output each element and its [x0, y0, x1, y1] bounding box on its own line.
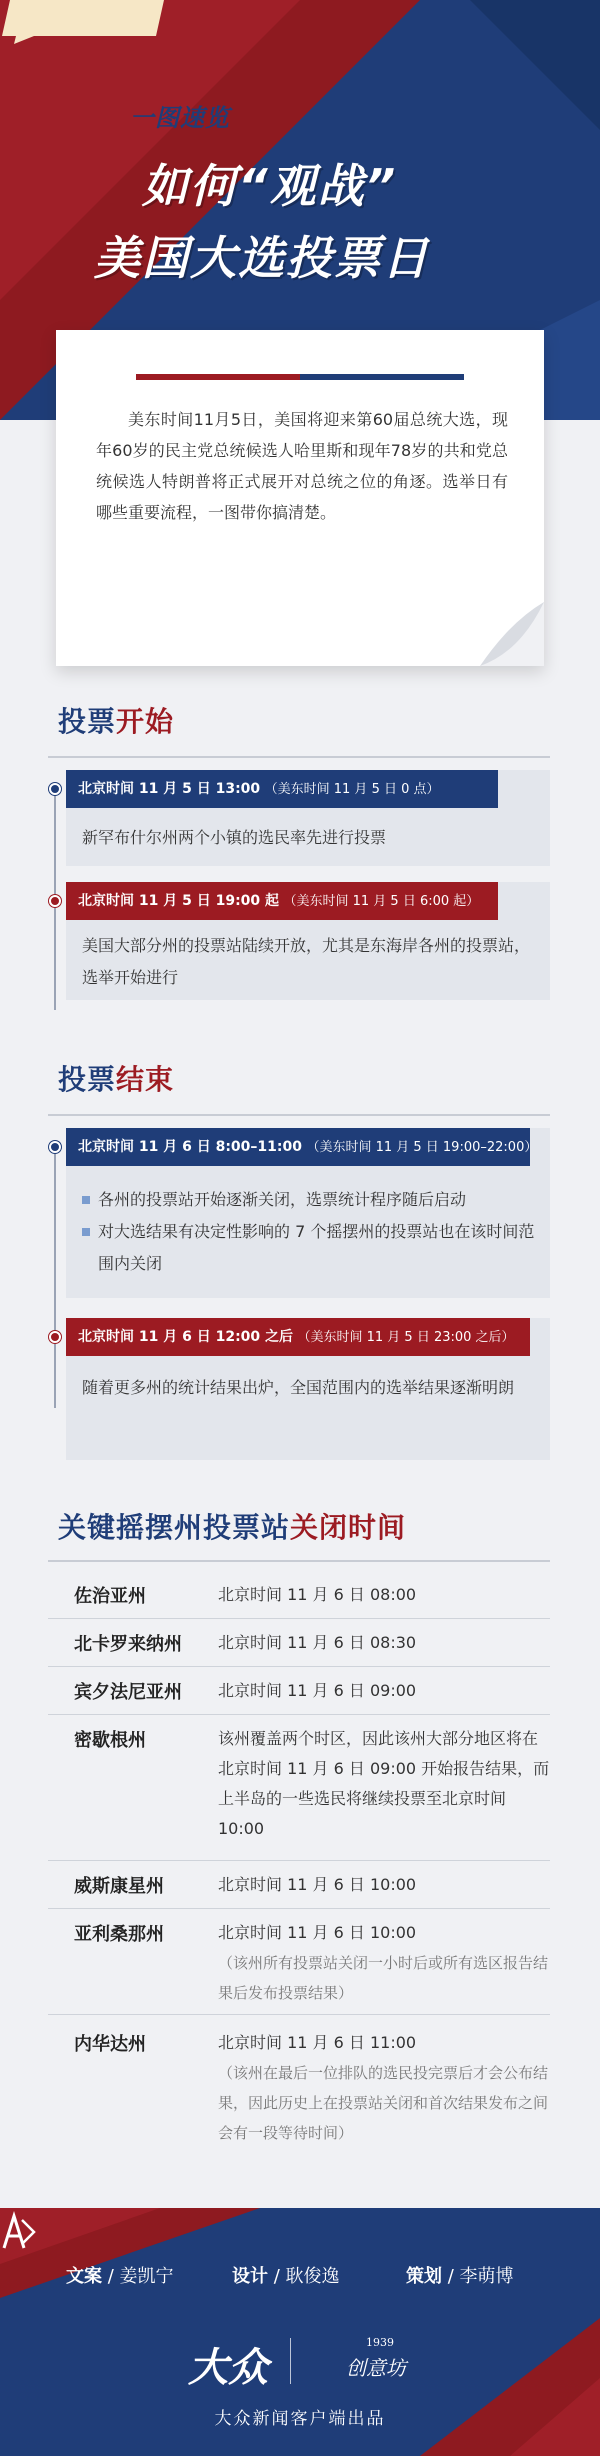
state-close-time-block: [218, 2028, 552, 2148]
row-divider: [48, 1618, 550, 1619]
event-time: 北京时间 11 月 5 日 19:00 起: [78, 893, 280, 909]
event-time-sub: （美东时间 11 月 5 日 0 点）: [264, 782, 440, 797]
bullet-text: 各州的投票站开始逐渐关闭，选票统计程序随后启动: [98, 1190, 467, 1209]
section-title-swing-states: [58, 1506, 406, 1546]
intro-text: 美东时间11月5日，美国将迎来第60届总统大选，现年60岁的民主党总统候选人哈里斯和现年78岁的共和党总统候选人特朗普将正式展开对总统之位的角逐。选举日有哪些重要流程，一图带你搞清楚。: [96, 410, 508, 522]
event-time-bar: [66, 882, 498, 920]
state-close-note: （该州所有投票站关闭一小时后或所有选区报告结果后发布投票结果）: [218, 1954, 549, 2002]
timeline-dot: [49, 1141, 61, 1153]
section-title-part1: 投票: [58, 1063, 117, 1096]
row-divider: [48, 1908, 550, 1909]
row-divider: [48, 1666, 550, 1667]
state-close-time: 北京时间 11 月 6 日 08:30: [218, 1633, 417, 1652]
footer: [0, 2208, 600, 2456]
chuangyifang-logo-text: 创意坊: [346, 2356, 406, 2380]
footer-tagline: 大众新闻客户端出品: [214, 2409, 386, 2429]
timeline-dot: [49, 783, 61, 795]
credit-design-label: 设计: [232, 2266, 268, 2287]
credit-plan-name: 李萌博: [459, 2266, 514, 2287]
dazhong-logo: 大众: [188, 2344, 268, 2391]
state-name: 北卡罗来纳州: [74, 1634, 182, 1655]
event-text: 美国大部分州的投票站陆续开放，尤其是东海岸各州的投票站，选举开始进行: [82, 936, 531, 987]
section-rule: [48, 756, 550, 758]
event-time-sub: （美东时间 11 月 5 日 19:00–22:00）: [306, 1140, 538, 1155]
row-divider: [48, 1714, 550, 1715]
credit-copy: [66, 2262, 174, 2288]
row-divider: [48, 1860, 550, 1861]
credit-copy-name: 姜凯宁: [119, 2266, 174, 2287]
state-name: 威斯康星州: [74, 1876, 164, 1897]
timeline-dot: [49, 895, 61, 907]
page-title-line2: 美国大选投票日: [94, 231, 430, 285]
section-title-part2: 开始: [116, 705, 175, 738]
event-time-bar: [66, 1318, 530, 1356]
event-time-sub: （美东时间 11 月 5 日 6:00 起）: [283, 894, 480, 909]
state-close-note: （该州在最后一位排队的选民投完票后才会公布结果，因此历史上在投票站关闭和首次结果发布之间会有一段等待时间）: [218, 2064, 549, 2142]
bullet-item: [82, 1184, 538, 1216]
divider-red: [136, 374, 300, 380]
event-time: 北京时间 11 月 6 日 12:00 之后: [78, 1329, 294, 1345]
divider-blue: [300, 374, 464, 380]
credit-separator: /: [102, 2266, 120, 2287]
state-close-time: 北京时间 11 月 6 日 11:00: [218, 2033, 417, 2052]
event-bullets: [82, 1184, 538, 1280]
credit-plan-label: 策划: [406, 2266, 442, 2287]
page-title-line1: 如何“观战”: [142, 159, 398, 213]
state-name: 宾夕法尼亚州: [74, 1682, 182, 1703]
section-title-part1: 关键摇摆州投票站: [58, 1511, 291, 1544]
event-text: 新罕布什尔州两个小镇的选民率先进行投票: [82, 828, 387, 847]
event-time-sub: （美东时间 11 月 5 日 23:00 之后）: [297, 1330, 515, 1345]
logo-year: 1939: [366, 2336, 394, 2349]
state-close-time: 北京时间 11 月 6 日 09:00: [218, 1681, 417, 1700]
logo-separator: [290, 2338, 291, 2384]
section-title-part2: 结束: [116, 1063, 175, 1096]
intro-divider: [136, 374, 464, 380]
credit-separator: /: [442, 2266, 460, 2287]
section-title-part2: 关闭时间: [290, 1511, 407, 1544]
event-time-bar: [66, 1128, 538, 1166]
credit-copy-label: 文案: [66, 2266, 102, 2287]
event-time-bar: [66, 770, 498, 808]
event-time: 北京时间 11 月 5 日 13:00: [78, 781, 261, 797]
section-title-voting-start: [58, 700, 174, 740]
state-name: 密歇根州: [74, 1730, 146, 1751]
timeline-line: [54, 1150, 56, 1408]
state-close-time: 北京时间 11 月 6 日 10:00: [218, 1923, 417, 1942]
page-curl-icon: [480, 602, 544, 666]
event-text: 随着更多州的统计结果出炉，全国范围内的选举结果逐渐明朗: [82, 1378, 515, 1397]
section-title-part1: 投票: [58, 705, 117, 738]
state-close-time: 该州覆盖两个时区，因此该州大部分地区将在北京时间 11 月 6 日 09:00 开始报告结果，而上半岛的一些选民将继续投票至北京时间 10:00: [218, 1729, 550, 1838]
bullet-square-icon: [82, 1228, 90, 1236]
row-divider: [48, 2014, 550, 2015]
section-rule: [48, 1114, 550, 1116]
section-rule: [48, 1560, 550, 1562]
state-name: 佐治亚州: [74, 1586, 146, 1607]
tag-label: 一图速览: [130, 104, 230, 132]
timeline-dot: [49, 1331, 61, 1343]
event-time: 北京时间 11 月 6 日 8:00–11:00: [78, 1139, 302, 1155]
bullet-item: [82, 1216, 538, 1280]
tag-badge-shape: [0, 0, 164, 44]
credit-separator: /: [268, 2266, 286, 2287]
bullet-text: 对大选结果有决定性影响的 7 个摇摆州的投票站也在该时间范围内关闭: [98, 1222, 535, 1273]
chuangyifang-logo-icon: [0, 2208, 104, 2252]
section-title-voting-end: [58, 1058, 174, 1098]
state-close-time: 北京时间 11 月 6 日 08:00: [218, 1585, 417, 1604]
credit-design: [232, 2262, 340, 2288]
bullet-square-icon: [82, 1196, 90, 1204]
credit-plan: [406, 2262, 514, 2288]
state-close-time-block: [218, 1918, 552, 2008]
intro-card: [56, 330, 544, 666]
state-close-time: 北京时间 11 月 6 日 10:00: [218, 1875, 417, 1894]
credit-design-name: 耿俊逸: [285, 2266, 340, 2287]
state-name: 内华达州: [74, 2034, 146, 2055]
state-name: 亚利桑那州: [74, 1924, 164, 1945]
